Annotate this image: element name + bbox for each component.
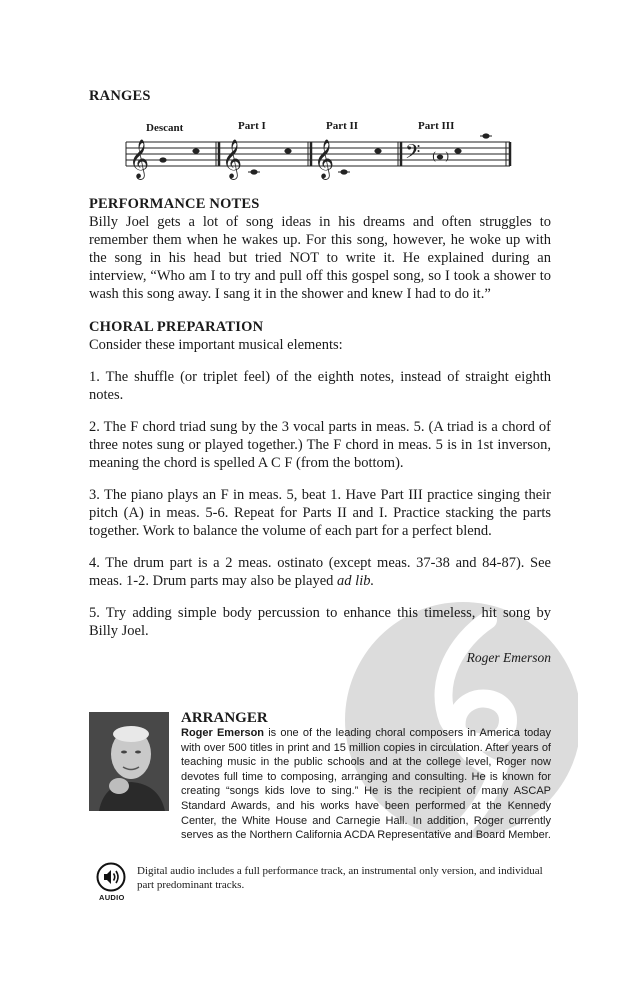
treble-clef-descant: 𝄞 <box>129 139 150 179</box>
performance-notes-body: Billy Joel gets a lot of song ideas in his dreams and often struggles to remember them when he wakes up. For this song, however, he woke up with the song in his head but tried NOT to write it. He explained during an interview, “Who am I to try and pull off this gospel song, so I took a shower to wash this song away. I sang it in the shower and knew I had to do it.” <box>89 214 551 302</box>
performance-notes-heading: PERFORMANCE NOTES <box>89 196 260 212</box>
arranger-bio: Roger Emerson is one of the leading choral composers in America today with over 500 titles in print and 15 million copies in circulation. After years of teaching music in the public schools and at the college level, Roger now devotes full time to composing, arranging and consulting. He is known for creating “songs kids love to sing.” He is the recipient of many ASCAP Standard Awards, and his works have been performed at the Kennedy Center, the White House and Carnegie Hall. In addition, Roger currently serves as the Northern California ACDA Representative and Board Member. <box>181 727 551 842</box>
arranger-name: Roger Emerson <box>181 727 265 739</box>
treble-clef-part1: 𝄞 <box>222 139 243 179</box>
arranger-heading: ARRANGER <box>181 710 268 726</box>
audio-icon <box>96 862 126 892</box>
audio-label: AUDIO <box>99 893 125 902</box>
bass-clef-part3: 𝄢 <box>405 140 421 168</box>
range-label-part3: Part III <box>418 120 455 132</box>
choral-item-4: 4. The drum part is a 2 meas. ostinato (except meas. 37-38 and 84-87). See meas. 1-2. Drum parts may also be played ad lib. <box>89 555 551 589</box>
choral-item-1: 1. The shuffle (or triplet feel) of the eighth notes, instead of straight eighth notes. <box>89 369 551 403</box>
range-label-part1: Part I <box>238 120 266 132</box>
arranger-photo <box>89 712 169 811</box>
performance-notes-section <box>89 195 551 303</box>
choral-intro: Consider these important musical elements: <box>89 337 343 353</box>
svg-text:): ) <box>445 150 450 163</box>
ad-lib-text: ad lib. <box>337 573 375 589</box>
ranges-heading: RANGES <box>89 88 151 104</box>
choral-preparation-section <box>89 318 551 640</box>
choral-item-5: 5. Try adding simple body percussion to enhance this timeless, hit song by Billy Joel. <box>89 605 551 639</box>
svg-text:(: ( <box>432 150 437 163</box>
treble-clef-part2: 𝄞 <box>314 139 335 179</box>
ranges-staff <box>118 120 516 182</box>
audio-description: Digital audio includes a full performance track, an instrumental only version, and individual part predominant tracks. <box>137 865 543 891</box>
choral-preparation-heading: CHORAL PREPARATION <box>89 319 264 335</box>
signature: Roger Emerson <box>466 650 551 665</box>
choral-item-2: 2. The F chord triad sung by the 3 vocal parts in meas. 5. (A triad is a chord of three notes sung or played together.) The F chord in meas. 5 is in 1st inverson, meaning the chord is spelled A C F (from the bottom). <box>89 419 551 471</box>
range-label-descant: Descant <box>146 122 184 134</box>
choral-item-3: 3. The piano plays an F in meas. 5, beat 1. Have Part III practice singing their pitch (A) in meas. 5-6. Repeat for Parts II and I. Practice stacking the parts together. Work to balance the volume of each part for a perfect blend. <box>89 487 551 539</box>
range-label-part2: Part II <box>326 120 359 132</box>
